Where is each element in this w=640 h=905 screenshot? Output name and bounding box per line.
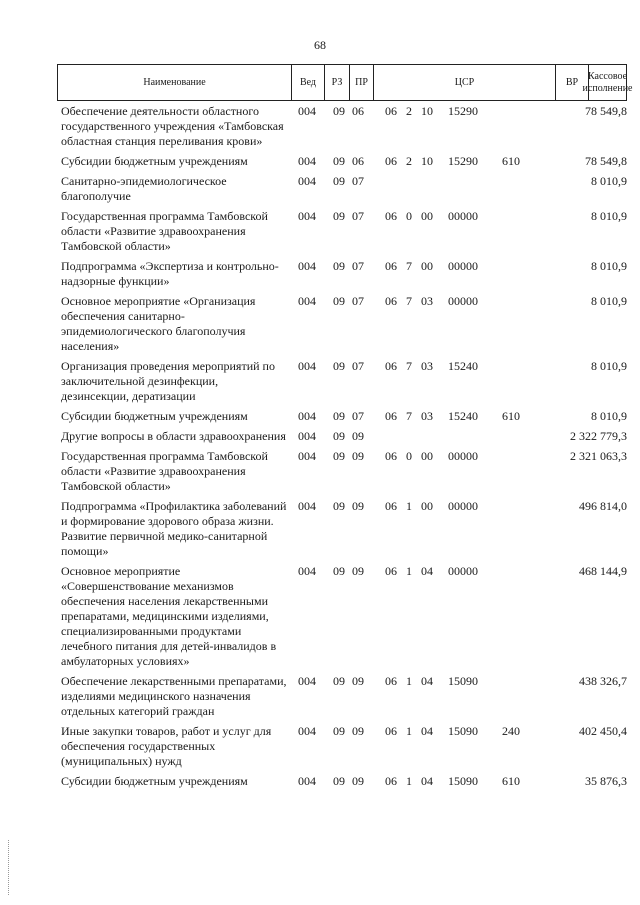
- row-rz: 09: [333, 449, 345, 463]
- row-pr: 07: [352, 174, 364, 188]
- row-c1: 06: [385, 564, 397, 578]
- row-c4: 15240: [448, 359, 478, 373]
- row-rz: 09: [333, 774, 345, 788]
- row-rz: 09: [333, 154, 345, 168]
- row-c3: 03: [421, 409, 433, 423]
- row-c2: 1: [406, 564, 412, 578]
- row-c2: 7: [406, 294, 412, 308]
- row-sum: 8 010,9: [591, 294, 627, 308]
- row-c1: 06: [385, 724, 397, 738]
- row-rz: 09: [333, 209, 345, 223]
- row-ved: 004: [298, 564, 316, 578]
- table-row: [57, 724, 627, 769]
- table-row: [57, 449, 627, 494]
- row-name: Субсидии бюджетным учреждениям: [61, 154, 248, 168]
- row-vr: 610: [502, 409, 520, 423]
- row-sum: 8 010,9: [591, 174, 627, 188]
- row-c3: 00: [421, 209, 433, 223]
- table-row: [57, 774, 627, 789]
- row-ved: 004: [298, 104, 316, 118]
- row-ved: 004: [298, 174, 316, 188]
- row-name: Субсидии бюджетным учреждениям: [61, 409, 248, 423]
- row-c4: 15090: [448, 724, 478, 738]
- row-sum: 78 549,8: [585, 104, 627, 118]
- row-sum: 438 326,7: [579, 674, 627, 688]
- row-ved: 004: [298, 724, 316, 738]
- header-rz: РЗ: [325, 65, 350, 100]
- row-rz: 09: [333, 564, 345, 578]
- row-c1: 06: [385, 359, 397, 373]
- row-name: Иные закупки товаров, работ и услуг для обеспечения государственных (муниципальных) нужд: [61, 724, 272, 768]
- header-vr: ВР: [556, 65, 589, 100]
- header-sum: Кассовое исполнение: [582, 70, 633, 94]
- row-c2: 7: [406, 259, 412, 273]
- row-sum: 8 010,9: [591, 209, 627, 223]
- row-c3: 00: [421, 449, 433, 463]
- table-row: [57, 209, 627, 254]
- margin-mark: [8, 840, 11, 895]
- row-c3: 04: [421, 564, 433, 578]
- row-ved: 004: [298, 294, 316, 308]
- row-c1: 06: [385, 294, 397, 308]
- row-rz: 09: [333, 409, 345, 423]
- row-c2: 7: [406, 409, 412, 423]
- row-c4: 00000: [448, 564, 478, 578]
- row-name: Основное мероприятие «Совершенствование механизмов обеспечения населения лекарственными препаратами, медицинскими изделиями, специализированными продуктами лечебного питания для детей-инвалидов в амбулаторных условиях»: [61, 564, 277, 668]
- row-pr: 09: [352, 674, 364, 688]
- row-c1: 06: [385, 209, 397, 223]
- row-c4: 00000: [448, 209, 478, 223]
- row-c2: 1: [406, 674, 412, 688]
- row-c2: 0: [406, 209, 412, 223]
- row-c3: 00: [421, 259, 433, 273]
- row-name: Субсидии бюджетным учреждениям: [61, 774, 248, 788]
- row-c4: 00000: [448, 259, 478, 273]
- row-name: Основное мероприятие «Организация обеспечения санитарно-эпидемиологического благополучия населения»: [61, 294, 256, 353]
- row-pr: 09: [352, 564, 364, 578]
- row-ved: 004: [298, 674, 316, 688]
- row-sum: 8 010,9: [591, 259, 627, 273]
- row-c1: 06: [385, 409, 397, 423]
- table-row: [57, 104, 627, 149]
- table-row: [57, 174, 627, 204]
- row-ved: 004: [298, 449, 316, 463]
- table-row: [57, 429, 627, 444]
- row-rz: 09: [333, 429, 345, 443]
- row-c3: 04: [421, 724, 433, 738]
- table-row: [57, 294, 627, 354]
- row-c4: 00000: [448, 449, 478, 463]
- row-name: Государственная программа Тамбовской области «Развитие здравоохранения Тамбовской области»: [61, 209, 268, 253]
- table-row: [57, 259, 627, 289]
- row-name: Государственная программа Тамбовской области «Развитие здравоохранения Тамбовской области»: [61, 449, 268, 493]
- row-ved: 004: [298, 154, 316, 168]
- row-pr: 07: [352, 409, 364, 423]
- table-row: [57, 499, 627, 559]
- row-c4: 15290: [448, 104, 478, 118]
- row-pr: 07: [352, 259, 364, 273]
- row-c3: 10: [421, 154, 433, 168]
- row-rz: 09: [333, 499, 345, 513]
- row-pr: 09: [352, 429, 364, 443]
- row-ved: 004: [298, 429, 316, 443]
- table-body: [57, 104, 627, 794]
- row-c3: 03: [421, 359, 433, 373]
- table-header: [57, 64, 633, 101]
- row-c4: 00000: [448, 294, 478, 308]
- row-c1: 06: [385, 104, 397, 118]
- row-sum: 2 321 063,3: [570, 449, 627, 463]
- row-c2: 1: [406, 774, 412, 788]
- row-c1: 06: [385, 674, 397, 688]
- row-pr: 09: [352, 449, 364, 463]
- row-ved: 004: [298, 774, 316, 788]
- row-ved: 004: [298, 209, 316, 223]
- row-name: Подпрограмма «Экспертиза и контрольно-надзорные функции»: [61, 259, 279, 288]
- row-rz: 09: [333, 174, 345, 188]
- row-c3: 10: [421, 104, 433, 118]
- header-ved: Вед: [292, 65, 325, 100]
- row-pr: 07: [352, 294, 364, 308]
- row-c1: 06: [385, 449, 397, 463]
- table-row: [57, 674, 627, 719]
- row-name: Санитарно-эпидемиологическое благополучие: [61, 174, 227, 203]
- row-sum: 8 010,9: [591, 409, 627, 423]
- row-name: Другие вопросы в области здравоохранения: [61, 429, 286, 443]
- row-name: Обеспечение лекарственными препаратами, изделиями медицинского назначения отдельных категорий граждан: [61, 674, 287, 718]
- row-vr: 240: [502, 724, 520, 738]
- row-rz: 09: [333, 359, 345, 373]
- row-ved: 004: [298, 499, 316, 513]
- row-sum: 402 450,4: [579, 724, 627, 738]
- row-c3: 04: [421, 674, 433, 688]
- row-ved: 004: [298, 359, 316, 373]
- row-ved: 004: [298, 259, 316, 273]
- row-c2: 0: [406, 449, 412, 463]
- row-c3: 03: [421, 294, 433, 308]
- row-pr: 09: [352, 774, 364, 788]
- row-rz: 09: [333, 294, 345, 308]
- table-row: [57, 409, 627, 424]
- row-c3: 00: [421, 499, 433, 513]
- row-sum: 468 144,9: [579, 564, 627, 578]
- row-name: Обеспечение деятельности областного государственного учреждения «Тамбовская областная станция переливания крови»: [61, 104, 284, 148]
- row-rz: 09: [333, 724, 345, 738]
- row-c4: 00000: [448, 499, 478, 513]
- table-row: [57, 154, 627, 169]
- row-pr: 06: [352, 104, 364, 118]
- row-name: Подпрограмма «Профилактика заболеваний и формирование здорового образа жизни. Развитие первичной медико-санитарной помощи»: [61, 499, 287, 558]
- row-pr: 09: [352, 499, 364, 513]
- row-ved: 004: [298, 409, 316, 423]
- row-c1: 06: [385, 154, 397, 168]
- header-csr: ЦСР: [374, 65, 556, 100]
- row-rz: 09: [333, 259, 345, 273]
- row-pr: 06: [352, 154, 364, 168]
- row-sum: 8 010,9: [591, 359, 627, 373]
- row-vr: 610: [502, 774, 520, 788]
- table-row: [57, 564, 627, 669]
- row-c4: 15290: [448, 154, 478, 168]
- row-rz: 09: [333, 104, 345, 118]
- row-c2: 1: [406, 724, 412, 738]
- row-c2: 7: [406, 359, 412, 373]
- row-pr: 07: [352, 359, 364, 373]
- row-c2: 2: [406, 104, 412, 118]
- page-number: 68: [314, 38, 326, 52]
- row-c2: 1: [406, 499, 412, 513]
- row-c3: 04: [421, 774, 433, 788]
- row-c1: 06: [385, 774, 397, 788]
- header-name: Наименование: [58, 65, 292, 100]
- row-c1: 06: [385, 259, 397, 273]
- row-name: Организация проведения мероприятий по заключительной дезинфекции, дезинсекции, дератизации: [61, 359, 275, 403]
- row-c1: 06: [385, 499, 397, 513]
- table-row: [57, 359, 627, 404]
- row-sum: 2 322 779,3: [570, 429, 627, 443]
- row-c4: 15090: [448, 774, 478, 788]
- row-c2: 2: [406, 154, 412, 168]
- row-pr: 09: [352, 724, 364, 738]
- row-sum: 78 549,8: [585, 154, 627, 168]
- header-pr: ПР: [350, 65, 374, 100]
- row-sum: 496 814,0: [579, 499, 627, 513]
- row-c4: 15240: [448, 409, 478, 423]
- row-vr: 610: [502, 154, 520, 168]
- row-sum: 35 876,3: [585, 774, 627, 788]
- row-rz: 09: [333, 674, 345, 688]
- row-c4: 15090: [448, 674, 478, 688]
- row-pr: 07: [352, 209, 364, 223]
